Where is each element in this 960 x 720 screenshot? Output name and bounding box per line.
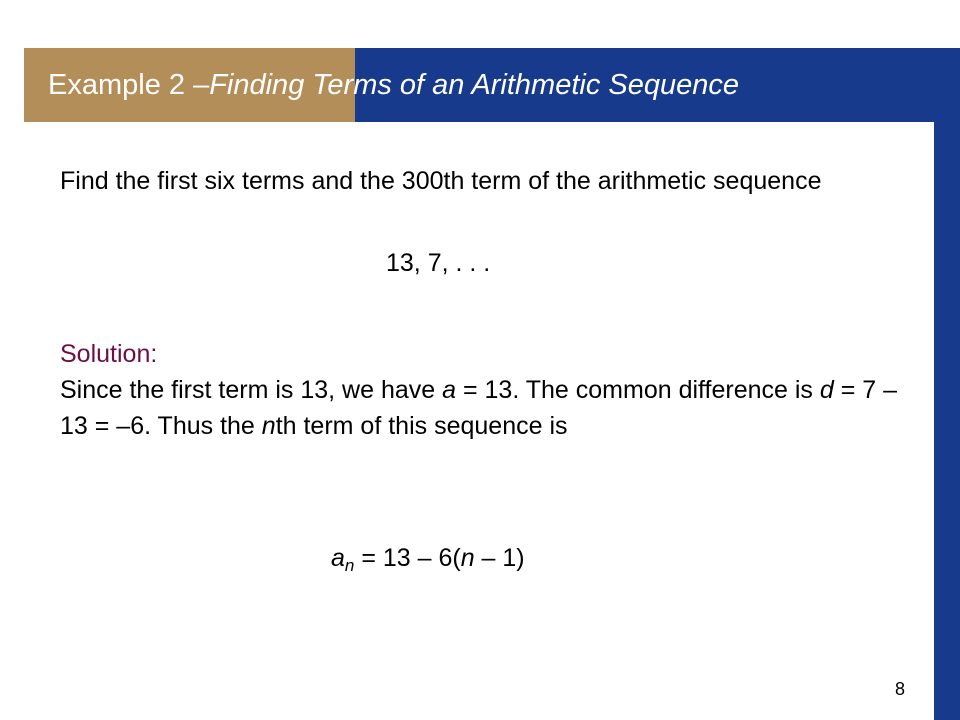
formula-end: – 1): [474, 544, 525, 572]
solution-var-d: d: [819, 376, 834, 404]
solution-part-2: = 13. The common difference is: [456, 376, 820, 404]
solution-label: Solution:: [60, 340, 158, 368]
problem-statement: Find the first six terms and the 300th term of the arithmetic sequence: [60, 167, 822, 195]
solution-var-a: a: [442, 376, 457, 404]
slide-title-italic: Finding Terms of an Arithmetic Sequence: [209, 68, 739, 101]
sequence-display: 13, 7, . . .: [386, 249, 491, 277]
right-side-bar: [934, 122, 960, 720]
formula-var-a: a: [331, 544, 345, 572]
solution-part-3: = 7 – 13 = –6. Thus the: [60, 376, 898, 440]
slide-title: [48, 48, 928, 122]
solution-var-n: n: [261, 412, 276, 440]
nth-term-formula: [331, 540, 525, 584]
formula-subscript-n: n: [344, 556, 355, 575]
formula-var-n: n: [460, 544, 475, 572]
solution-part-4: th term of this sequence is: [275, 412, 568, 440]
solution-part-1: Since the first term is 13, we have: [60, 376, 443, 404]
page-number: 8: [895, 679, 906, 699]
slide-title-prefix: Example 2 –: [48, 68, 210, 101]
formula-middle: = 13 – 6(: [354, 544, 461, 572]
solution-text: [60, 372, 900, 444]
